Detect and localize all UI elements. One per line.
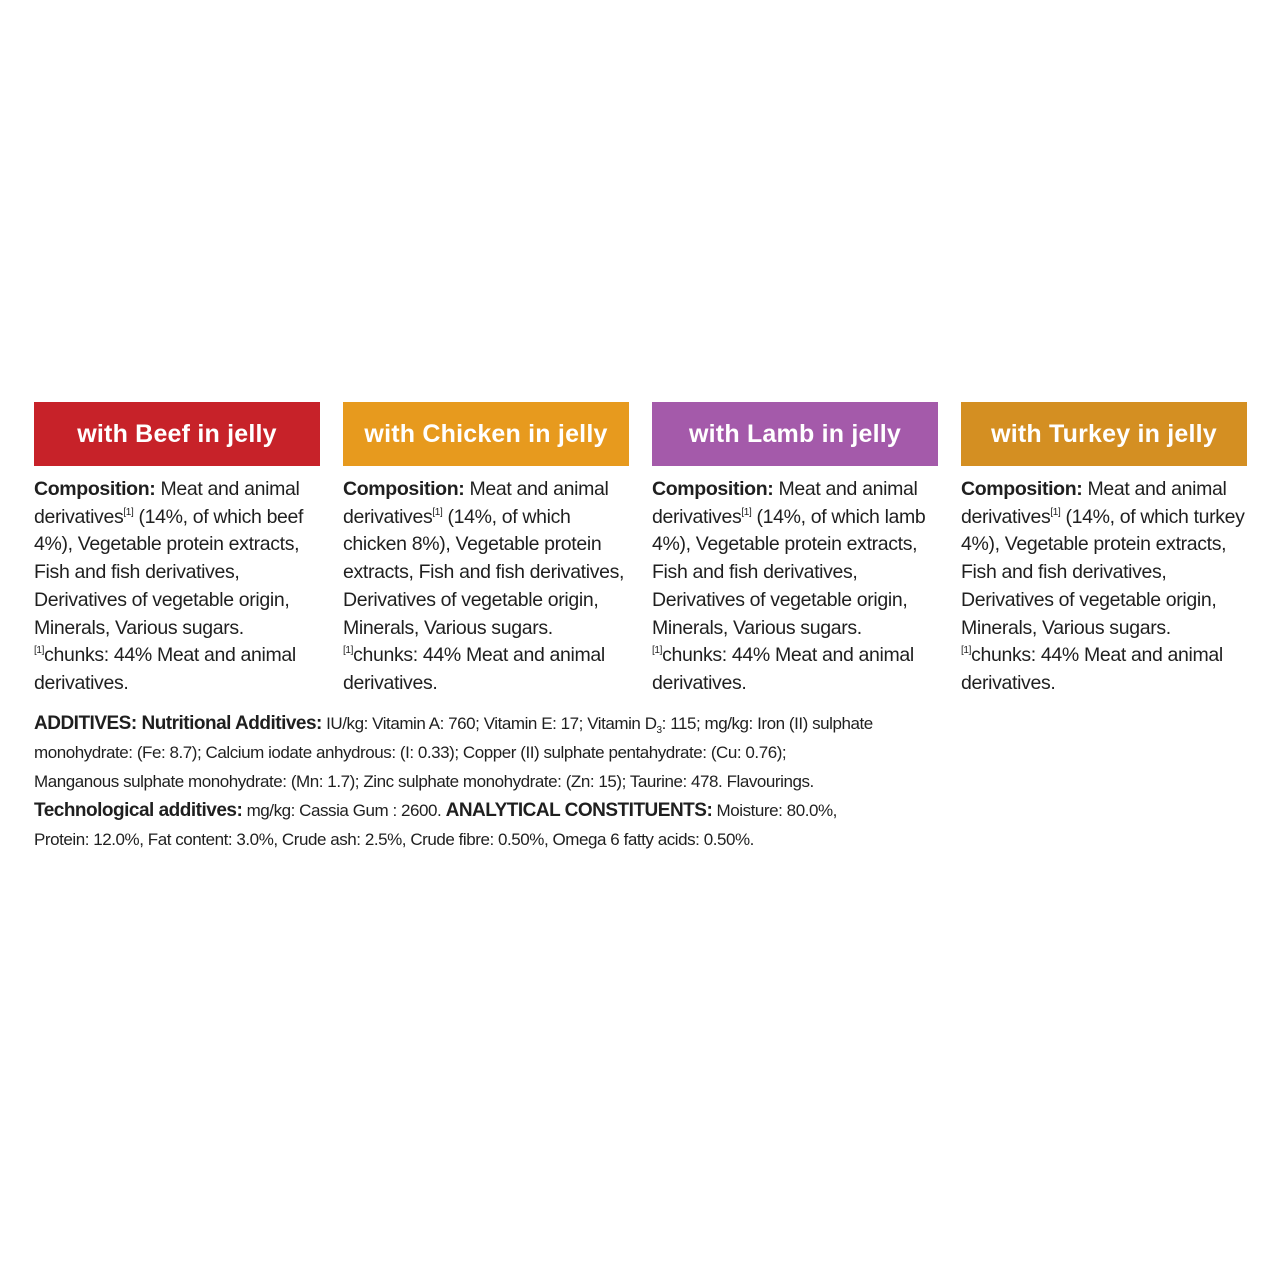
composition-text-turkey — [961, 476, 1247, 698]
composition-label: Composition: — [34, 478, 156, 500]
composition-part-2: (14%, of which beef 4%), Vegetable protein extracts, Fish and fish derivatives, Derivatives of vegetable origin, Minerals, Various sugars. — [34, 505, 304, 639]
footnote-ref: [1] — [1050, 506, 1061, 518]
footnote-ref: [1] — [652, 645, 663, 657]
composition-part-3: chunks: 44% Meat and animal derivatives. — [652, 644, 914, 694]
composition-part-3: chunks: 44% Meat and animal derivatives. — [343, 644, 605, 694]
footnote-ref: [1] — [961, 645, 972, 657]
additives-text — [34, 709, 874, 854]
composition-part-1: Meat and animal derivatives — [34, 478, 300, 528]
variant-header-beef: with Beef in jelly — [34, 402, 320, 466]
composition-label: Composition: — [961, 478, 1083, 500]
composition-text-chicken — [343, 476, 629, 698]
variant-header-turkey: with Turkey in jelly — [961, 402, 1247, 466]
composition-text-beef — [34, 476, 320, 698]
variant-lamb — [652, 402, 938, 698]
footnote-ref: [1] — [123, 506, 134, 518]
composition-part-2: (14%, of which turkey 4%), Vegetable protein extracts, Fish and fish derivatives, Derivatives of vegetable origin, Minerals, Various sugars. — [961, 505, 1245, 639]
composition-part-2: (14%, of which lamb 4%), Vegetable protein extracts, Fish and fish derivatives, Derivatives of vegetable origin, Minerals, Various sugars. — [652, 505, 926, 639]
additives-part-2: : 115; mg/kg: Iron (II) sulphate monohydrate: (Fe: 8.7); Calcium iodate anhydrous: (I: 0.33); Copper (II) sulphate pentahydrate: (Cu: 0.76); Manganous sulphate monohydrate: (Mn: 1.7); Zinc sulphate monohydrate: (Zn: 15); Taurine: 478. Flavourings. — [34, 714, 873, 791]
composition-label: Composition: — [652, 478, 774, 500]
footnote-ref: [1] — [741, 506, 752, 518]
composition-text-lamb — [652, 476, 938, 698]
footnote-ref: [1] — [432, 506, 443, 518]
vitamin-d-subscript: 3 — [656, 725, 662, 736]
composition-part-3: chunks: 44% Meat and animal derivatives. — [34, 644, 296, 694]
composition-label: Composition: — [343, 478, 465, 500]
composition-part-1: Meat and animal derivatives — [652, 478, 918, 528]
variant-chicken — [343, 402, 629, 698]
additives-part-3: mg/kg: Cassia Gum : 2600. — [242, 801, 446, 820]
footnote-ref: [1] — [343, 645, 354, 657]
variant-header-chicken: with Chicken in jelly — [343, 402, 629, 466]
composition-part-2: (14%, of which chicken 8%), Vegetable protein extracts, Fish and fish derivatives, Derivatives of vegetable origin, Minerals, Various sugars. — [343, 505, 625, 639]
composition-part-1: Meat and animal derivatives — [961, 478, 1227, 528]
footnote-ref: [1] — [34, 645, 45, 657]
variant-beef — [34, 402, 320, 698]
variant-header-lamb: with Lamb in jelly — [652, 402, 938, 466]
additives-part-1: IU/kg: Vitamin A: 760; Vitamin E: 17; Vitamin D — [321, 714, 657, 733]
additives-label: ADDITIVES: — [34, 713, 137, 734]
analytical-constituents-label: ANALYTICAL CONSTITUENTS: — [445, 800, 713, 821]
nutritional-additives-label: Nutritional Additives: — [136, 713, 322, 734]
variant-turkey — [961, 402, 1247, 698]
composition-part-3: chunks: 44% Meat and animal derivatives. — [961, 644, 1223, 694]
additives-part-4: Moisture: 80.0%, Protein: 12.0%, Fat content: 3.0%, Crude ash: 2.5%, Crude fibre: 0.50%, Omega 6 fatty acids: 0.50%. — [34, 801, 837, 849]
technological-additives-label: Technological additives: — [34, 800, 243, 821]
composition-part-1: Meat and animal derivatives — [343, 478, 609, 528]
